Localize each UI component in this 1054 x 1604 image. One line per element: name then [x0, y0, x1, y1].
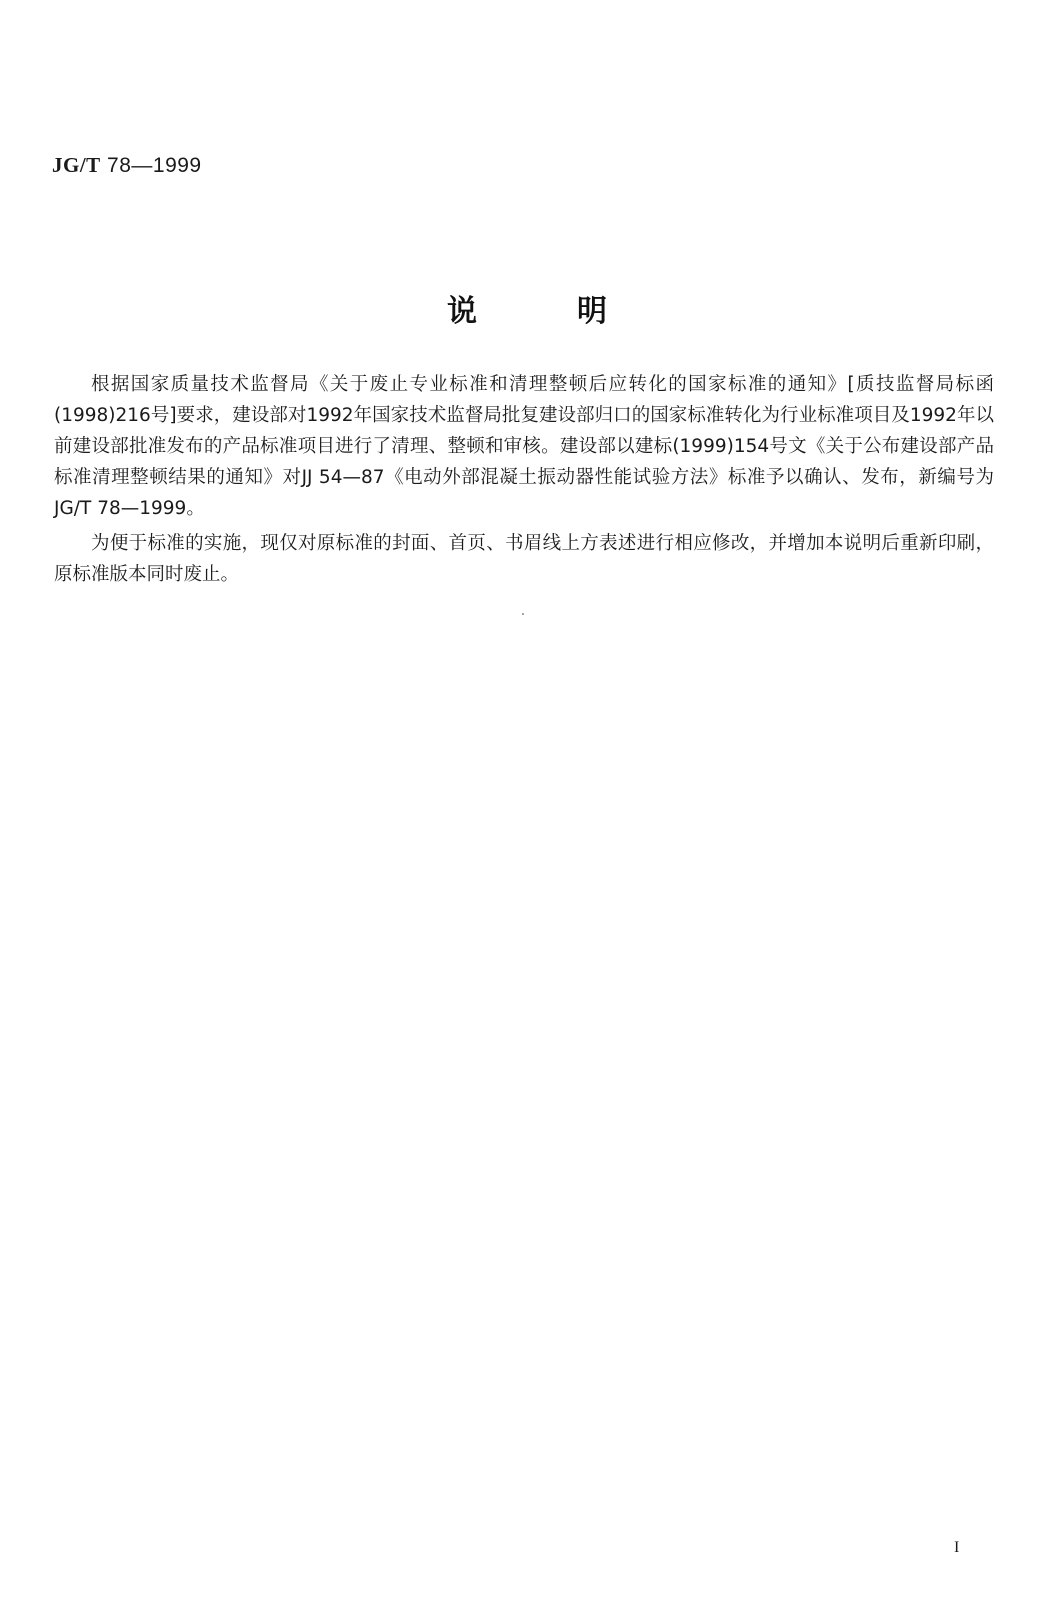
paragraph-2: 为便于标准的实施，现仅对原标准的封面、首页、书眉线上方表述进行相应修改，并增加本说明后重新印刷，原标准版本同时废止。 — [54, 533, 994, 585]
standard-code — [52, 153, 202, 178]
body-text — [54, 369, 994, 594]
page-title: 说明 — [447, 294, 707, 329]
page-number: I — [954, 1539, 960, 1556]
standard-code-number: 78—1999 — [107, 154, 202, 177]
standard-code-prefix: JG/T — [52, 153, 101, 177]
paragraph-1: 根据国家质量技术监督局《关于废止专业标准和清理整顿后应转化的国家标准的通知》[质技监督局标函(1998)216号]要求，建设部对1992年国家技术监督局批复建设部归口的国家标准转化为行业标准项目及1992年以前建设部批准发布的产品标准项目进行了清理、整顿和审核。建设部以建标(1999)154号文《关于公布建设部产品标准清理整顿结果的通知》对JJ 54—87《电动外部混凝土振动器性能试验方法》标准予以确认、发布，新编号为JG/T 78—1999。 — [54, 374, 994, 519]
scan-speck — [522, 613, 524, 615]
